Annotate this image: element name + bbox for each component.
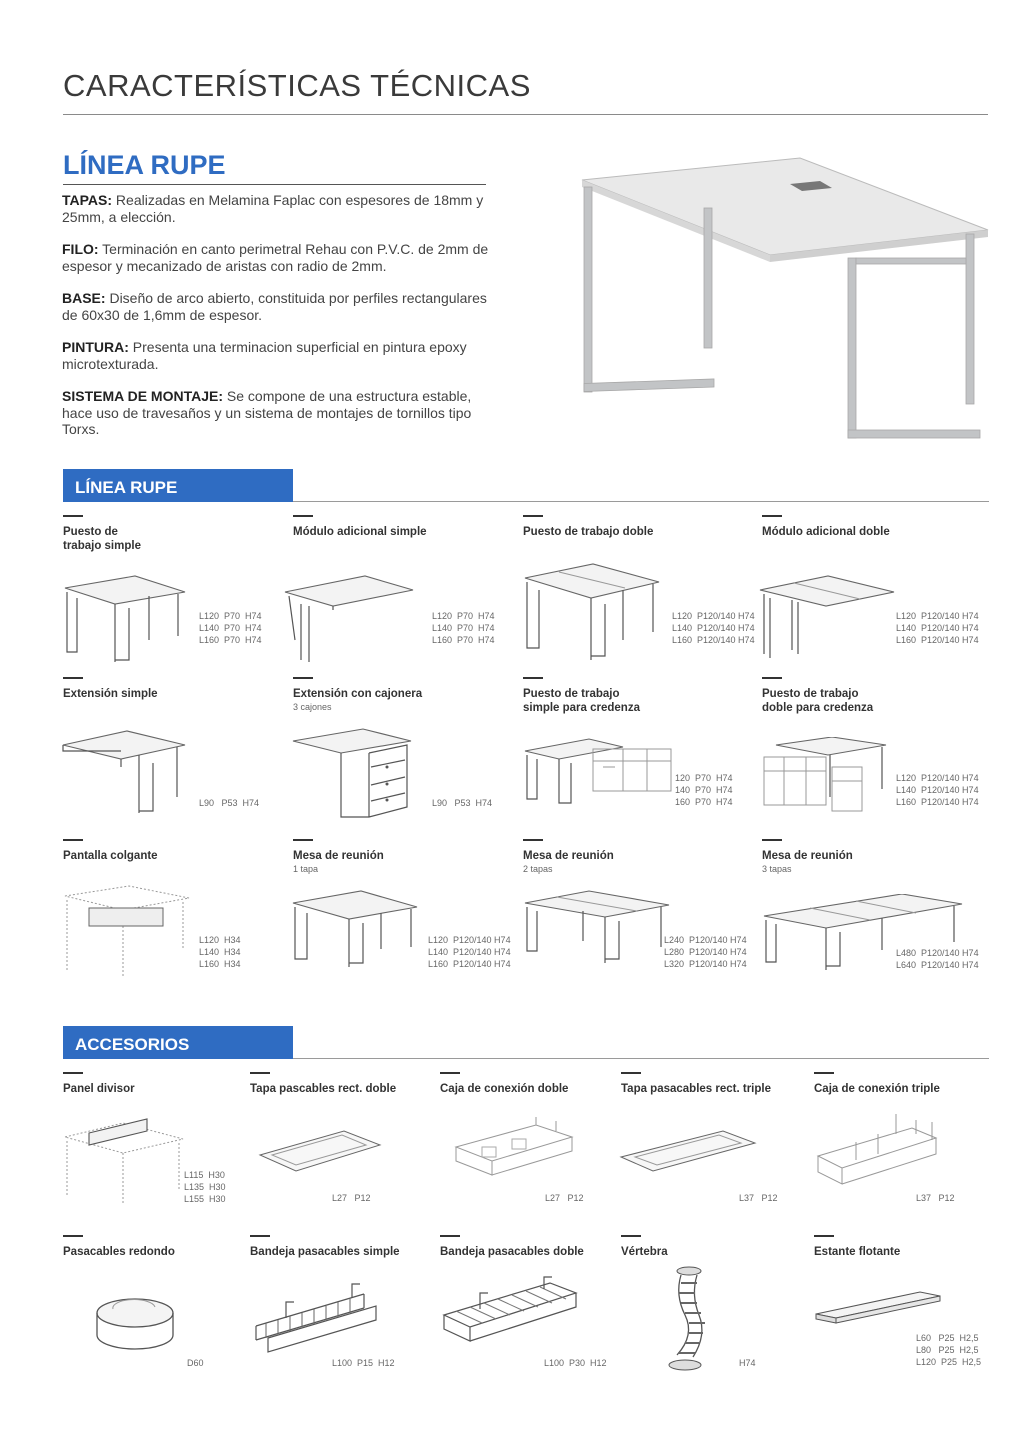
spec-label: BASE: [62, 290, 106, 306]
item-name: Estante flotante [814, 1246, 901, 1258]
item-name: Mesa de reunión [293, 850, 384, 862]
spec-label: PINTURA: [62, 339, 129, 355]
item-name: Extensión simple [63, 688, 158, 700]
item-name: Caja de conexión doble [440, 1083, 569, 1095]
item-dims: 120 P70 H74 140 P70 H74 160 P70 H74 [675, 773, 733, 807]
item-dash [523, 677, 543, 679]
item-name: Tapa pascables rect. doble [250, 1083, 397, 1095]
spec-text: Se compone de una estructura estable, hace uso de travesaños y un sistema de montajes de tornillos tipo Torxs. [62, 388, 472, 437]
floating-shelf-image [814, 1290, 944, 1335]
desk-double-image [523, 560, 663, 665]
acc-vertebra [621, 1235, 806, 1375]
cable-cover-triple-image [619, 1127, 759, 1182]
item-dims: L120 P120/140 H74 L140 P120/140 H74 L160 P120/140 H74 [428, 935, 511, 969]
credenza-simple-image [523, 737, 673, 807]
item-dims: L120 P120/140 H74 L140 P120/140 H74 L160 P120/140 H74 [896, 611, 979, 645]
spec-list [62, 192, 492, 454]
desk-hero-image [570, 150, 990, 450]
item-puesto-credenza-simple [523, 677, 753, 822]
cable-tray-double-image [440, 1275, 580, 1350]
item-dash [63, 677, 83, 679]
item-dims: L27 P12 [332, 1193, 371, 1203]
item-dash [293, 677, 313, 679]
item-dash [63, 839, 83, 841]
page-title: CARACTERÍSTICAS TÉCNICAS [63, 68, 531, 103]
item-dims: L120 P70 H74 L140 P70 H74 L160 P70 H74 [199, 611, 262, 645]
item-dash [293, 515, 313, 517]
section-divider-rupe [293, 501, 989, 502]
item-dims: L120 P120/140 H74 L140 P120/140 H74 L160 P120/140 H74 [896, 773, 979, 807]
spec-text: Diseño de arco abierto, constituida por perfiles rectangulares de 60x30 de 1,6mm de espesor. [62, 290, 487, 323]
meeting-table-1-image [291, 889, 421, 969]
desk-double-module-image [758, 570, 898, 665]
item-dims: L120 P70 H74 L140 P70 H74 L160 P70 H74 [432, 611, 495, 645]
item-dash [250, 1072, 270, 1074]
spec-pintura [62, 339, 492, 372]
item-name: Tapa pasacables rect. triple [621, 1083, 771, 1095]
acc-bandeja-doble [440, 1235, 620, 1375]
line-title-divider [63, 184, 486, 185]
acc-pasacables-redondo [63, 1235, 243, 1375]
item-dims: L90 P53 H74 [432, 798, 493, 808]
item-dims: H74 [739, 1358, 756, 1368]
vertebra-image [655, 1265, 715, 1375]
acc-caja-doble [440, 1072, 620, 1212]
item-dims: L115 H30 L135 H30 L155 H30 [184, 1170, 226, 1204]
item-dash [523, 839, 543, 841]
item-dims: L240 P120/140 H74 L280 P120/140 H74 L320 P120/140 H74 [664, 935, 747, 969]
item-dash [762, 515, 782, 517]
item-dash [762, 839, 782, 841]
item-name: Extensión con cajonera [293, 688, 423, 700]
connection-box-double-image [452, 1117, 577, 1187]
extension-drawers-image [291, 727, 416, 822]
spec-filo [62, 241, 492, 274]
item-puesto-doble [523, 515, 753, 660]
item-dash [621, 1235, 641, 1237]
item-dims: L37 P12 [739, 1193, 778, 1203]
item-name: Vértebra [621, 1246, 668, 1258]
item-dims: L100 P30 H12 [544, 1358, 607, 1368]
cable-cover-double-image [258, 1127, 383, 1182]
spec-tapas [62, 192, 492, 225]
acc-caja-triple [814, 1072, 994, 1212]
line-title: LÍNEA RUPE [63, 150, 226, 180]
desk-module-image [283, 570, 418, 665]
item-name: Mesa de reunión [523, 850, 614, 862]
spec-montaje [62, 388, 492, 438]
item-dims: L120 H34 L140 H34 L160 H34 [199, 935, 241, 969]
item-name: Mesa de reunión [762, 850, 853, 862]
item-dims: L90 P53 H74 [199, 798, 260, 808]
item-dims: D60 [187, 1358, 204, 1368]
spec-base [62, 290, 492, 323]
item-name: Bandeja pasacables doble [440, 1246, 584, 1258]
spec-label: TAPAS: [62, 192, 113, 208]
extension-simple-image [61, 727, 191, 817]
item-dash [440, 1235, 460, 1237]
item-name: Puesto de trabajo doble para credenza [762, 688, 874, 714]
meeting-table-2-image [523, 889, 673, 969]
section-band-accesorios: ACCESORIOS [63, 1026, 293, 1059]
item-dims: L480 P120/140 H74 L640 P120/140 H74 [896, 948, 979, 970]
item-name: Pasacables redondo [63, 1246, 175, 1258]
item-extension-simple [63, 677, 283, 822]
item-dims: L37 P12 [916, 1193, 955, 1203]
item-modulo-simple [293, 515, 513, 660]
acc-tapa-triple [621, 1072, 806, 1212]
section-band-rupe: LÍNEA RUPE [63, 469, 293, 502]
item-dims: L120 P120/140 H74 L140 P120/140 H74 L160 P120/140 H74 [672, 611, 755, 645]
item-dash [523, 515, 543, 517]
item-subtitle: 3 tapas [762, 864, 792, 874]
item-subtitle: 1 tapa [293, 864, 319, 874]
item-dash [814, 1235, 834, 1237]
item-name: Módulo adicional doble [762, 526, 890, 538]
desk-simple-image [63, 570, 188, 665]
item-dims: L27 P12 [545, 1193, 584, 1203]
item-subtitle: 3 cajones [293, 702, 332, 712]
item-dash [250, 1235, 270, 1237]
spec-text: Realizadas en Melamina Faplac con espesores de 18mm y 25mm, a elección. [62, 192, 484, 225]
item-puesto-credenza-doble [762, 677, 992, 822]
item-dash [293, 839, 313, 841]
item-name: Panel divisor [63, 1083, 135, 1095]
round-grommet-image [93, 1295, 183, 1365]
item-name: Caja de conexión triple [814, 1083, 940, 1095]
item-name: Puesto de trabajo simple [63, 526, 141, 552]
section-divider-accesorios [293, 1058, 989, 1059]
item-mesa-reunion-3 [762, 839, 992, 984]
item-name: Módulo adicional simple [293, 526, 427, 538]
item-dash [63, 515, 83, 517]
divider-panel-image [63, 1117, 188, 1207]
item-subtitle: 2 tapas [523, 864, 553, 874]
item-dash [762, 677, 782, 679]
acc-tapa-doble [250, 1072, 430, 1212]
title-divider [63, 114, 988, 115]
acc-panel-divisor [63, 1072, 243, 1212]
item-name: Bandeja pasacables simple [250, 1246, 400, 1258]
item-extension-cajonera [293, 677, 513, 822]
credenza-double-image [762, 737, 897, 822]
connection-box-triple-image [816, 1112, 941, 1197]
item-name: Puesto de trabajo simple para credenza [523, 688, 640, 714]
spec-label: SISTEMA DE MONTAJE: [62, 388, 224, 404]
item-name: Pantalla colgante [63, 850, 158, 862]
acc-estante-flotante [814, 1235, 994, 1385]
item-dash [63, 1235, 83, 1237]
spec-label: FILO: [62, 241, 99, 257]
item-name: Puesto de trabajo doble [523, 526, 654, 538]
item-dash [621, 1072, 641, 1074]
acc-bandeja-simple [250, 1235, 430, 1375]
item-mesa-reunion-2 [523, 839, 753, 984]
item-dims: L100 P15 H12 [332, 1358, 395, 1368]
item-mesa-reunion-1 [293, 839, 513, 984]
cable-tray-single-image [252, 1280, 397, 1355]
spec-text: Terminación en canto perimetral Rehau con P.V.C. de 2mm de espesor y mecanizado de aristas con radio de 2mm. [62, 241, 489, 274]
item-dash [440, 1072, 460, 1074]
item-dims: L60 P25 H2,5 L80 P25 H2,5 L120 P25 H2,5 [916, 1333, 982, 1367]
item-dash [814, 1072, 834, 1074]
spec-text: Presenta una terminacion superficial en pintura epoxy microtexturada. [62, 339, 467, 372]
hanging-screen-image [63, 884, 193, 979]
item-puesto-simple [63, 515, 283, 660]
item-modulo-doble [762, 515, 992, 660]
item-dash [63, 1072, 83, 1074]
item-pantalla-colgante [63, 839, 283, 984]
